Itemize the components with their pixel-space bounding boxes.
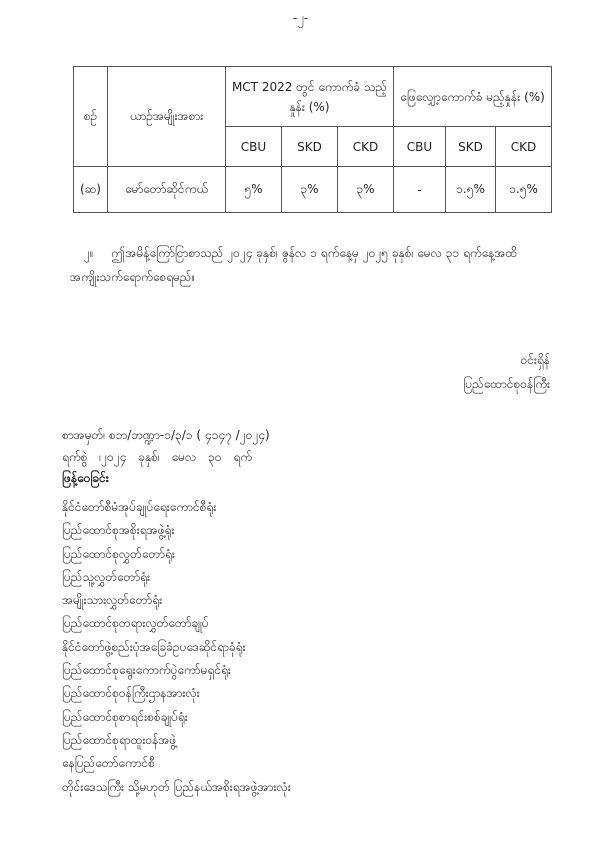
distribution-item: ပြည်ထောင်စုရွေးကောက်ပွဲကော်မရှင်ရုံး: [62, 663, 231, 678]
signer-name: ဝင်းရှိန်: [520, 353, 550, 367]
reference-date: ရက်စွဲ ၊၂၀၂၄ ခုနှစ်၊ မေလ ၃၀ ရက်: [62, 450, 252, 464]
header-reduced-skd: SKD: [446, 127, 496, 167]
header-mct-cbu: CBU: [226, 127, 282, 167]
distribution-item: ပြည်ထောင်စုလွှတ်တော်ရုံး: [62, 546, 175, 561]
row-reduced-skd: ၁.၅%: [446, 167, 496, 213]
signer-title: ပြည်ထောင်စုဝန်ကြီး: [463, 377, 550, 391]
reference-number: စာအမှတ်၊ စဘ/ဘဏ္ဍာ-၁/၃/၁ ( ၄၁၄၇ /၂၀၂၄): [62, 428, 270, 442]
distribution-item: ပြည်ထောင်စုရာထူးဝန်အဖွဲ့: [62, 732, 177, 747]
header-mct-skd: SKD: [282, 127, 338, 167]
distribution-item: နိုင်ငံတော်ဖွဲ့စည်းပုံအခြေခံဥပဒေဆိုင်ရာခုံရုံး: [62, 639, 246, 654]
header-serial: စဉ်: [74, 67, 108, 167]
header-reduced-cbu: CBU: [394, 127, 446, 167]
distribution-item: ပြည်ထောင်စုဝန်ကြီးဌာနအားလုံး: [62, 686, 200, 701]
distribution-item: အမျိုးသားလွှတ်တော်ရုံး: [62, 593, 163, 608]
header-mct-2022-rate: MCT 2022 တွင် ကောက်ခံ သည့်နှုန်း (%): [226, 67, 394, 127]
distribution-item: ပြည်ထောင်စုအစိုးရအဖွဲ့ရုံး: [62, 523, 175, 538]
row-mct-ckd: ၃%: [338, 167, 394, 213]
page-number: -၂-: [292, 11, 309, 26]
signature-block: [463, 348, 550, 396]
header-vehicle-type: ယာဉ်အမျိုးအစား: [108, 67, 226, 167]
header-mct-ckd: CKD: [338, 127, 394, 167]
distribution-item: ပြည်သူ့လွှတ်တော်ရုံး: [62, 569, 151, 584]
header-reduced-rate: ဖြေလျှော့ကောက်ခံ မည့်နှုန်း (%): [394, 67, 552, 127]
table-row: [74, 167, 552, 213]
distribution-heading: ဖြန့်ဝေခြင်း: [62, 471, 109, 485]
row-mct-skd: ၃%: [282, 167, 338, 213]
distribution-item: ပြည်ထောင်စုစာရင်းစစ်ချုပ်ရုံး: [62, 709, 188, 724]
row-vehicle-type: မော်တော်ဆိုင်ကယ်: [108, 167, 226, 213]
distribution-item: တိုင်းဒေသကြီး သို့မဟုတ် ပြည်နယ်အစိုးရအဖွဲ့အားလုံး: [62, 779, 291, 794]
row-mct-cbu: ၅%: [226, 167, 282, 213]
distribution-item: နေပြည်တော်ကောင်စီ: [62, 756, 155, 771]
effective-date-paragraph: [70, 241, 550, 289]
tariff-rate-table: [73, 66, 552, 213]
paragraph-number: ၂။: [84, 246, 94, 260]
row-reduced-ckd: ၁.၅%: [496, 167, 552, 213]
distribution-list: [62, 496, 291, 799]
row-reduced-cbu: -: [394, 167, 446, 213]
header-reduced-ckd: CKD: [496, 127, 552, 167]
row-serial: (ဆ): [74, 167, 108, 213]
paragraph-text: ဤအမိန့်ကြော်ငြာစာသည် ၂၀၂၄ ခုနှစ်၊ ဇွန်လ ၁ ရက်နေ့မှ ၂၀၂၅ ခုနှစ်၊ မေလ ၃၁ ရက်နေ့အထိ အကျိုးသက်ရောက်စေရမည်။: [70, 246, 517, 284]
distribution-item: နိုင်ငံတော်စီမံအုပ်ချုပ်ရေးကောင်စီရုံး: [62, 500, 217, 514]
distribution-item: ပြည်ထောင်စုတရားလွှတ်တော်ချုပ်: [62, 616, 209, 631]
